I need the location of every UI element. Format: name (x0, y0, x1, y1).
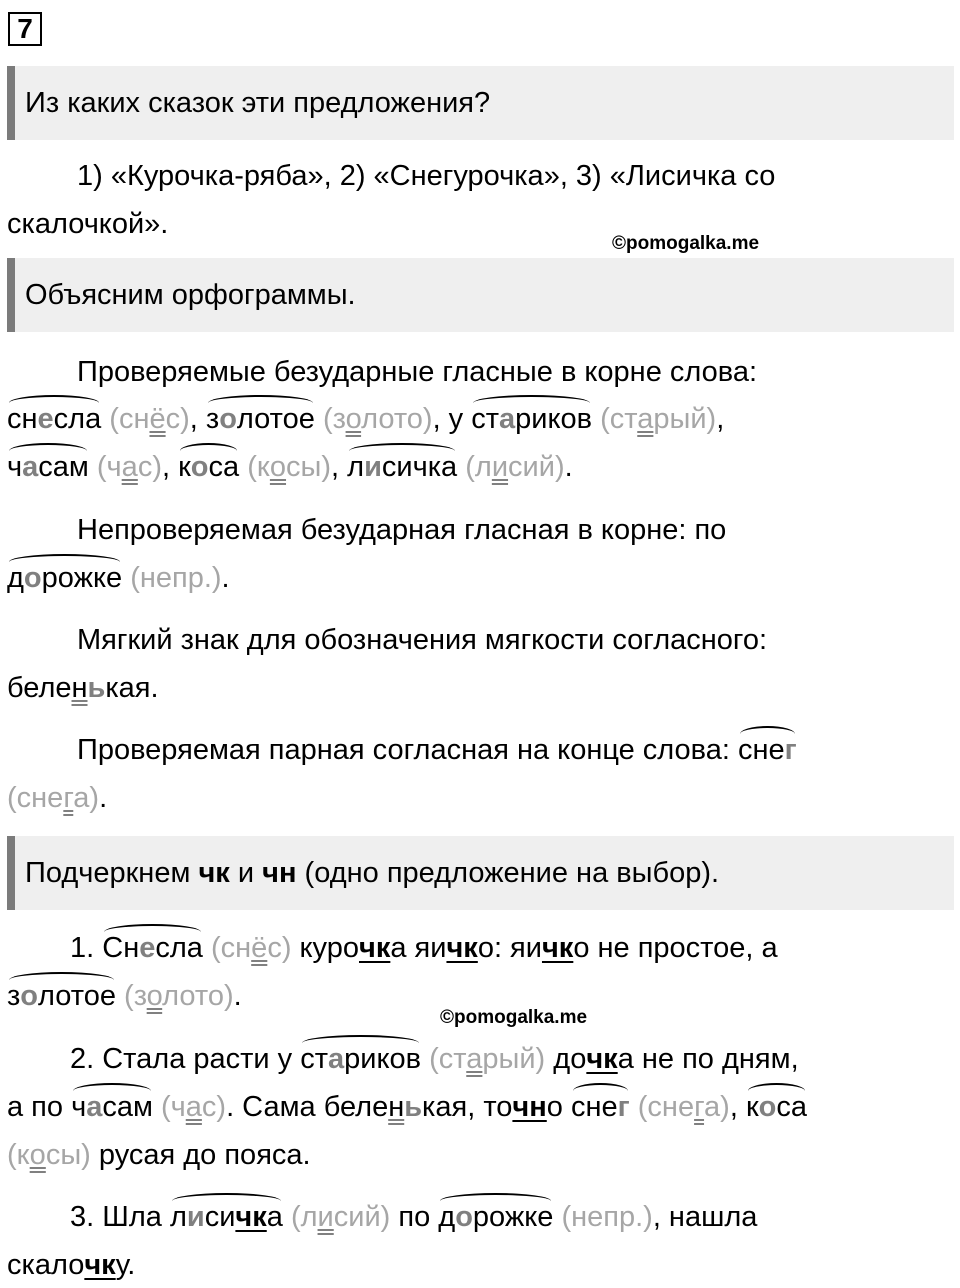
orth-p3-line2: беленькая. (7, 672, 159, 704)
section-header-underline: Подчеркнем чк и чн (одно предложение на выбор). (7, 836, 954, 910)
orth-p3-line1: Мягкий знак для обозначения мягкости согласного: (77, 624, 768, 656)
orth-p2-line1: Непроверяемая безударная гласная в корне: по (77, 514, 727, 546)
orth-p2-note: (непр.) (130, 562, 222, 594)
answer-line-2: скалочкой». (7, 208, 169, 240)
section-header-source: Из каких сказок эти предложения? (7, 66, 954, 140)
answer-line-1: 1) «Курочка-ряба», 2) «Снегурочка», 3) «Лисичка со (77, 160, 776, 192)
sentence-1-line2: золотое (золото). (7, 980, 242, 1012)
orth-p4-text: Проверяемая парная согласная на конце слова: (77, 734, 730, 766)
watermark: ©pomogalka.me (612, 233, 760, 254)
orth-p1-words-line2: часам (час), коса (косы), лисичка (лисий). (7, 451, 573, 483)
sentence-2-line3: (косы) русая до пояса. (7, 1139, 311, 1171)
orth-p1-words-line1: снесла (снёс), золотое (золото), у стариков (старый), (7, 403, 725, 435)
sentence-2-line1: 2. Стала расти у стариков (старый) дочка не по дням, (70, 1043, 799, 1075)
section-header-orthograms: Объясним орфограммы. (7, 258, 954, 332)
sentence-2-line2: а по часам (час). Сама беленькая, точно снег (снега), коса (7, 1091, 807, 1123)
sentence-3-line2: скалочку. (7, 1249, 136, 1281)
watermark-2: ©pomogalka.me (440, 1007, 588, 1028)
orth-p4-line2: (снега). (7, 782, 108, 814)
task-number-badge: 7 (8, 12, 42, 46)
orth-p2-line2: дорожке (непр.). (7, 562, 230, 594)
sentence-3-line1: 3. Шла лисичка (лисий) по дорожке (непр.), нашла (70, 1201, 758, 1233)
sentence-1-line1: 1. Снесла (снёс) курочка яичко: яичко не простое, а (70, 932, 778, 964)
orth-p4-line1: Проверяемая парная согласная на конце слова: снег (77, 734, 797, 766)
orth-p1-intro: Проверяемые безударные гласные в корне слова: (77, 356, 758, 388)
